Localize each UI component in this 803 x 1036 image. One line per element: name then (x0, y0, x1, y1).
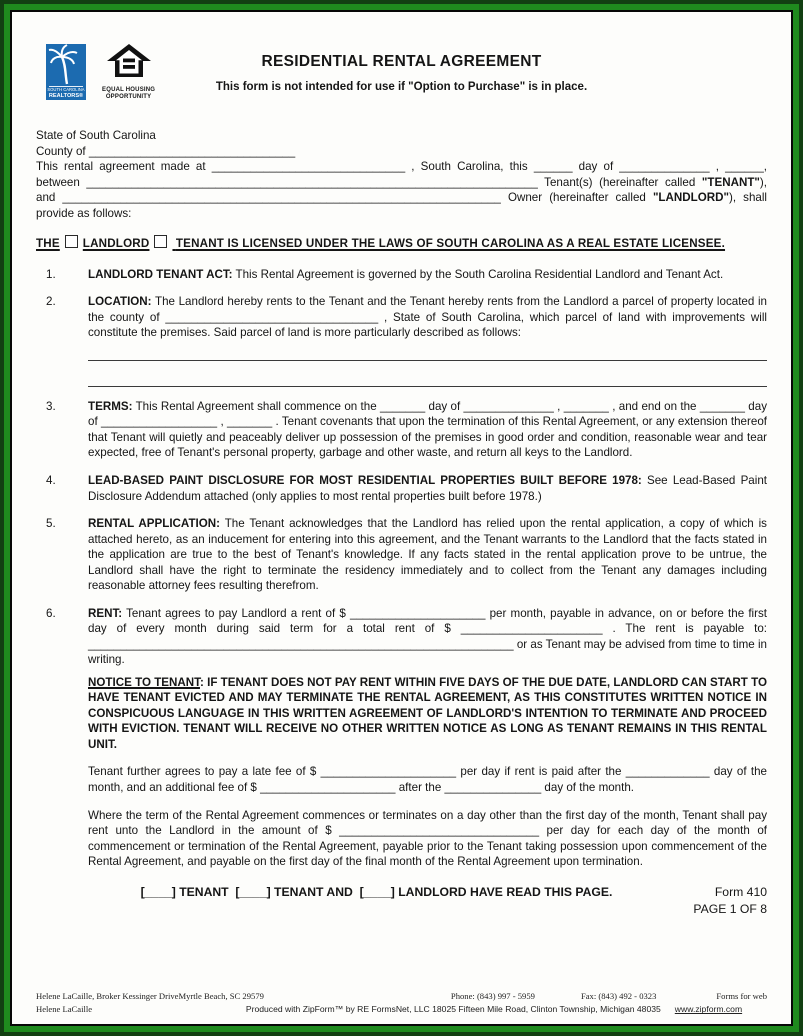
page-title: RESIDENTIAL RENTAL AGREEMENT (261, 53, 542, 70)
broker-fax: Fax: (843) 492 - 0323 (580, 990, 657, 1001)
document-page (10, 10, 793, 1026)
tenant-initials-box[interactable]: [____] (140, 884, 176, 899)
item-body: The Tenant acknowledges that the Landlord has relied upon the rental application, a copy of which is attached hereto, as an inducement for entering into this agreement, and the Tenant warrants to the Landlord that the facts stated in the application are true to the best of Tenant's knowledge. If any facts stated in the rental application prove to be untrue, the Landlord shall have the right to terminate the residency immediately and to collect from the Tenant any damages including reasonable attorney fees resulting therefrom. (88, 517, 767, 593)
agent-name: Helene LaCaille (36, 1004, 93, 1015)
intro-section (36, 128, 767, 221)
page-subtitle: This form is not intended for use if "Option to Purchase" is in place. (215, 80, 588, 93)
licensee-heading (36, 235, 767, 252)
item-landlord-tenant-act (36, 267, 767, 283)
ack-tenant-label: TENANT (179, 884, 229, 899)
item-body: Tenant agrees to pay Landlord a rent of $ _____________________ per month, payable in advance, on or before the first day of every month during said term for a total rent of $ ______________________ . The rent is payable to: __________________________________________________________________ or as Tenant may be advised from time to time in writing. (88, 606, 767, 667)
item-number: 3. (46, 399, 56, 413)
notice-label: NOTICE TO TENANT (88, 675, 200, 689)
licensee-text-3: TENANT IS LICENSED UNDER THE LAWS OF SOUTH CAROLINA AS A REAL ESTATE LICENSEE. (175, 237, 726, 251)
opening-text-2: ), and ____________________________________________________________________ Owner (hereinafter called (36, 175, 767, 205)
state-line: State of South Carolina (36, 129, 156, 142)
forms-for-web-label: Forms for web (716, 990, 767, 1001)
tenant2-initials-box[interactable]: [____] (235, 884, 271, 899)
item-terms (36, 399, 767, 461)
header-logos (46, 44, 155, 105)
opening-text-3: ), shall provide as follows: (36, 191, 767, 220)
item-title: RENT: (88, 606, 123, 620)
item-title: LEAD-BASED PAINT DISCLOSURE FOR MOST RESIDENTIAL PROPERTIES BUILT BEFORE 1978: (88, 473, 642, 487)
property-description-blank-1[interactable] (88, 341, 767, 361)
tenant-term: "TENANT" (701, 175, 760, 189)
equal-housing-logo (102, 44, 155, 102)
equal-housing-label-2: OPPORTUNITY (105, 94, 152, 101)
item-rent (36, 606, 767, 668)
opening-text-1: This rental agreement made at ______________________________ , South Carolina, this ______ day of ______________ , ______, between ______________________________________________________________________ Tenant(s) (hereinafter called (36, 160, 767, 189)
county-line: County of ________________________________ (36, 144, 296, 158)
item-rental-application (36, 516, 767, 594)
item-number: 1. (46, 267, 56, 281)
item-body: This Rental Agreement is governed by the South Carolina Residential Landlord and Tenant Act. (232, 267, 724, 281)
item-body: The Landlord hereby rents to the Tenant and the Tenant hereby rents from the Landlord a parcel of property located in the county of _________________________________ , State of South Carolina, which parcel of land with improvements will constitute the premises. Said parcel of land is more particularly described as follows: (88, 295, 767, 340)
document-header (36, 42, 767, 118)
sc-realtors-logo-text2: REALTORS® (48, 93, 84, 99)
item-title: TERMS: (88, 399, 133, 413)
item-title: RENTAL APPLICATION: (88, 517, 220, 531)
item-number: 2. (46, 295, 56, 309)
item-number: 5. (46, 517, 56, 531)
item-title: LOCATION: (88, 295, 152, 309)
landlord-initials-box[interactable]: [____] (359, 884, 395, 899)
late-fee-paragraph: Tenant further agrees to pay a late fee of $ _____________________ per day if rent is paid after the _____________ day of the month, and an additional fee of $ _____________________ after the _______________ day of the month. (88, 765, 767, 794)
proration-paragraph: Where the term of the Rental Agreement commences or terminates on a day other than the first day of the month, Tenant shall pay rent unto the Landlord in the amount of $ _______________________________ per day for each day of the month of commencement or termination of the Rental Agreement, payable prior to the Tenant taking possession upon commencement of the Rental Agreement, and payable on the first day of the final month of the Rental Agreement upon termination. (88, 808, 767, 869)
property-description-blank-2[interactable] (88, 361, 767, 387)
sc-realtors-logo-text1: SOUTH CAROLINA (47, 87, 85, 92)
opening-paragraph (36, 159, 767, 221)
produced-with-text: Produced with ZipForm™ by RE FormsNet, LLC 18025 Fifteen Mile Road, Clinton Township, Michigan 48035 (245, 1004, 661, 1015)
item-title: LANDLORD TENANT ACT: (88, 267, 233, 281)
item-body: This Rental Agreement shall commence on the _______ day of ______________ , _______ , and end on the _______ day of __________________ , _______ . Tenant covenants that upon the termination of this Rental Agreement, or any extension thereof that Tenant will quietly and peaceably deliver up possession of the premises in good order and condition, reasonable wear and tear expected, free of Tenant's personal property, garbage and other waste, and return all keys to the Landlord. (88, 399, 767, 460)
item-body: See Lead-Based Paint Disclosure Addendum attached (only applies to most rental properties built before 1978.) (88, 473, 767, 503)
document-footer (36, 991, 767, 1016)
equal-housing-label-1: EQUAL HOUSING (102, 86, 156, 93)
item-number: 4. (46, 473, 56, 487)
licensee-text-1: THE (36, 237, 60, 251)
broker-phone: Phone: (843) 997 - 5959 (450, 990, 535, 1001)
tenant-licensed-checkbox[interactable] (154, 235, 167, 248)
acknowledgement-line (36, 884, 647, 900)
item-location (36, 294, 767, 387)
sc-realtors-logo-icon (46, 44, 86, 105)
ack-landlord-label: LANDLORD HAVE READ THIS PAGE. (398, 884, 613, 899)
ack-tenant-and-label: TENANT AND (274, 884, 353, 899)
page-number: PAGE 1 OF 8 (693, 902, 767, 916)
acknowledgement-row (36, 884, 767, 900)
notice-body: : IF TENANT DOES NOT PAY RENT WITHIN FIVE DAYS OF THE DUE DATE, LANDLORD CAN START TO HAVE TENANT EVICTED AND MAY TERMINATE THE RENTAL AGREEMENT, AS THIS CONSTITUTES WRITTEN NOTICE IN CONSPICUOUS LANGUAGE IN THIS WRITTEN AGREEMENT OF LANDLORD'S INTENTION TO TERMINATE AND PROCEED WITH EVICTION. TENANT WILL RECEIVE NO OTHER WRITTEN NOTICE AS LONG AS TENANT REMAINS IN THIS RENTAL UNIT. (88, 675, 767, 751)
landlord-term: "LANDLORD" (652, 191, 729, 205)
licensee-text-2: LANDLORD (82, 237, 150, 251)
item-lead-paint (36, 473, 767, 504)
zipform-link[interactable]: www.zipform.com (674, 1004, 743, 1015)
landlord-licensed-checkbox[interactable] (65, 235, 78, 248)
broker-info: Helene LaCaille, Broker Kessinger DriveMyrtle Beach, SC 29579 (36, 990, 264, 1001)
notice-to-tenant (88, 675, 767, 753)
equal-housing-house-icon (106, 44, 152, 85)
item-number: 6. (46, 606, 56, 620)
form-number: Form 410 (714, 884, 767, 899)
